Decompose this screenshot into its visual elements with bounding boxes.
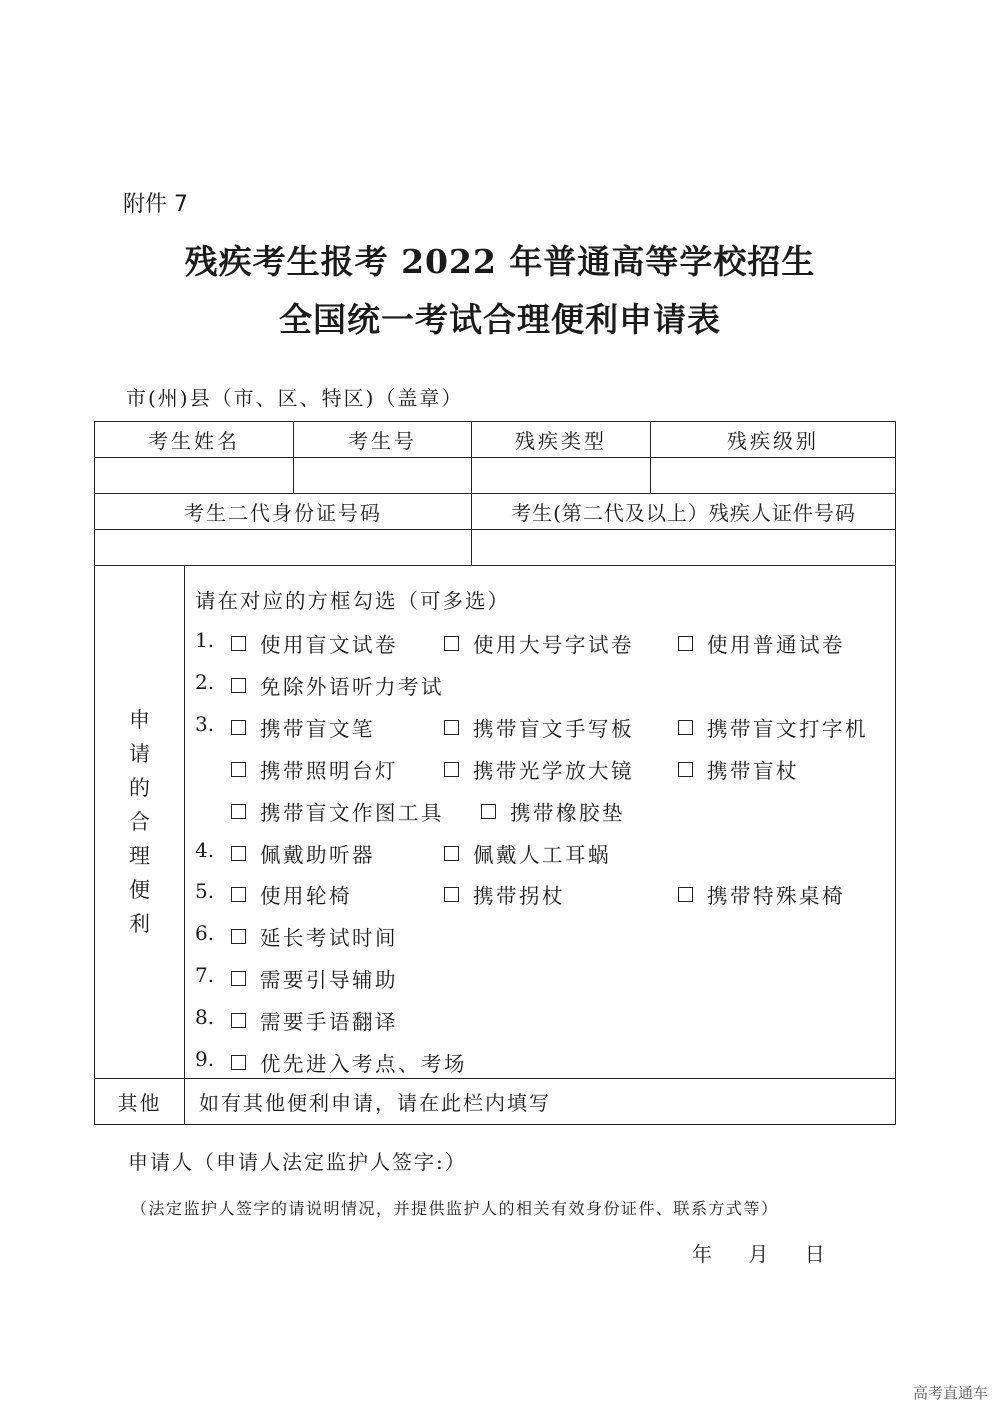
- item-number: 9.: [195, 1047, 215, 1071]
- item-number: 5.: [195, 879, 215, 903]
- option-desk-lamp[interactable]: 携带照明台灯: [231, 754, 398, 784]
- checkbox[interactable]: [231, 929, 246, 944]
- checkbox[interactable]: [444, 762, 459, 777]
- option-magnifier[interactable]: 携带光学放大镜: [444, 754, 634, 784]
- item-number: 3.: [195, 712, 215, 736]
- other-label: 其他: [95, 1079, 185, 1125]
- disability-certificate-input-cell[interactable]: [472, 530, 896, 566]
- option-hearing-aid[interactable]: 佩戴助听器: [231, 838, 375, 868]
- instruction-text: 请在对应的方框勾选（可多选）: [195, 589, 510, 613]
- id-card-input-cell[interactable]: [95, 530, 472, 566]
- checkbox[interactable]: [444, 887, 459, 902]
- option-braille-drawing-tools[interactable]: 携带盲文作图工具: [231, 796, 444, 826]
- section-label-cell: [95, 566, 185, 1079]
- item-number: 7.: [195, 963, 215, 987]
- option-braille-pen[interactable]: 携带盲文笔: [231, 712, 375, 742]
- checkbox[interactable]: [231, 846, 246, 861]
- option-large-print-paper[interactable]: 使用大号字试卷: [444, 628, 634, 658]
- item-number: 1.: [195, 628, 215, 652]
- checkbox[interactable]: [231, 636, 246, 651]
- exam-number-input-cell[interactable]: [294, 458, 472, 494]
- name-input-cell[interactable]: [95, 458, 294, 494]
- checkbox[interactable]: [481, 804, 496, 819]
- option-braille-paper[interactable]: 使用盲文试卷: [231, 628, 398, 658]
- checkbox[interactable]: [231, 971, 246, 986]
- form-title-line-1: 残疾考生报考 2022 年普通高等学校招生: [184, 242, 816, 281]
- other-request-field[interactable]: 如有其他便利申请，请在此栏内填写: [185, 1079, 896, 1125]
- date-line: 年 月 日: [692, 1242, 825, 1266]
- option-cochlear-implant[interactable]: 佩戴人工耳蜗: [444, 838, 611, 868]
- watermark: 高考直通车: [912, 1384, 988, 1402]
- disability-level-input-cell[interactable]: [651, 458, 896, 494]
- section-label: 申请的合理便利: [129, 708, 150, 936]
- option-crutches[interactable]: 携带拐杖: [444, 879, 565, 909]
- form-title-line-2: 全国统一考试合理便利申请表: [279, 300, 721, 339]
- option-braille-typewriter[interactable]: 携带盲文打字机: [678, 712, 868, 742]
- application-form-table: [94, 421, 896, 1125]
- checkbox[interactable]: [231, 887, 246, 902]
- checkbox[interactable]: [231, 678, 246, 693]
- checkbox[interactable]: [678, 762, 693, 777]
- item-number: 6.: [195, 921, 215, 945]
- option-special-desk-chair[interactable]: 携带特殊桌椅: [678, 879, 845, 909]
- header-id-card: 考生二代身份证号码: [95, 494, 472, 530]
- checkbox[interactable]: [231, 1055, 246, 1070]
- item-number: 8.: [195, 1005, 215, 1029]
- header-name: 考生姓名: [95, 422, 294, 458]
- option-sign-language[interactable]: 需要手语翻译: [231, 1005, 398, 1035]
- checkbox[interactable]: [231, 804, 246, 819]
- checkbox[interactable]: [444, 636, 459, 651]
- guardian-note: （法定监护人签字的请说明情况，并提供监护人的相关有效身份证件、联系方式等）: [131, 1199, 779, 1218]
- option-braille-slate[interactable]: 携带盲文手写板: [444, 712, 634, 742]
- checkbox[interactable]: [678, 887, 693, 902]
- checkbox[interactable]: [231, 762, 246, 777]
- option-white-cane[interactable]: 携带盲杖: [678, 754, 799, 784]
- header-disability-level: 残疾级别: [651, 422, 896, 458]
- checkbox[interactable]: [444, 846, 459, 861]
- checkbox[interactable]: [231, 1013, 246, 1028]
- item-number: 4.: [195, 838, 215, 862]
- item-number: 2.: [195, 670, 215, 694]
- option-exempt-listening[interactable]: 免除外语听力考试: [231, 670, 444, 700]
- header-exam-number: 考生号: [294, 422, 472, 458]
- option-rubber-mat[interactable]: 携带橡胶垫: [481, 796, 625, 826]
- checkbox[interactable]: [231, 720, 246, 735]
- option-guidance-assistance[interactable]: 需要引导辅助: [231, 963, 398, 993]
- organization-seal-line: 市(州)县（市、区、特区)（盖章）: [126, 386, 464, 410]
- option-extended-time[interactable]: 延长考试时间: [231, 921, 398, 951]
- option-priority-entry[interactable]: 优先进入考点、考场: [231, 1047, 467, 1077]
- checkbox[interactable]: [678, 636, 693, 651]
- disability-type-input-cell[interactable]: [472, 458, 651, 494]
- option-wheelchair[interactable]: 使用轮椅: [231, 879, 352, 909]
- options-cell: [185, 566, 896, 1079]
- checkbox[interactable]: [678, 720, 693, 735]
- header-disability-type: 残疾类型: [472, 422, 651, 458]
- applicant-signature-line: 申请人（申请人法定监护人签字:）: [128, 1150, 467, 1174]
- header-disability-certificate: 考生(第二代及以上）残疾人证件号码: [472, 494, 896, 530]
- attachment-label: 附件 7: [123, 192, 188, 217]
- checkbox[interactable]: [444, 720, 459, 735]
- option-regular-paper[interactable]: 使用普通试卷: [678, 628, 845, 658]
